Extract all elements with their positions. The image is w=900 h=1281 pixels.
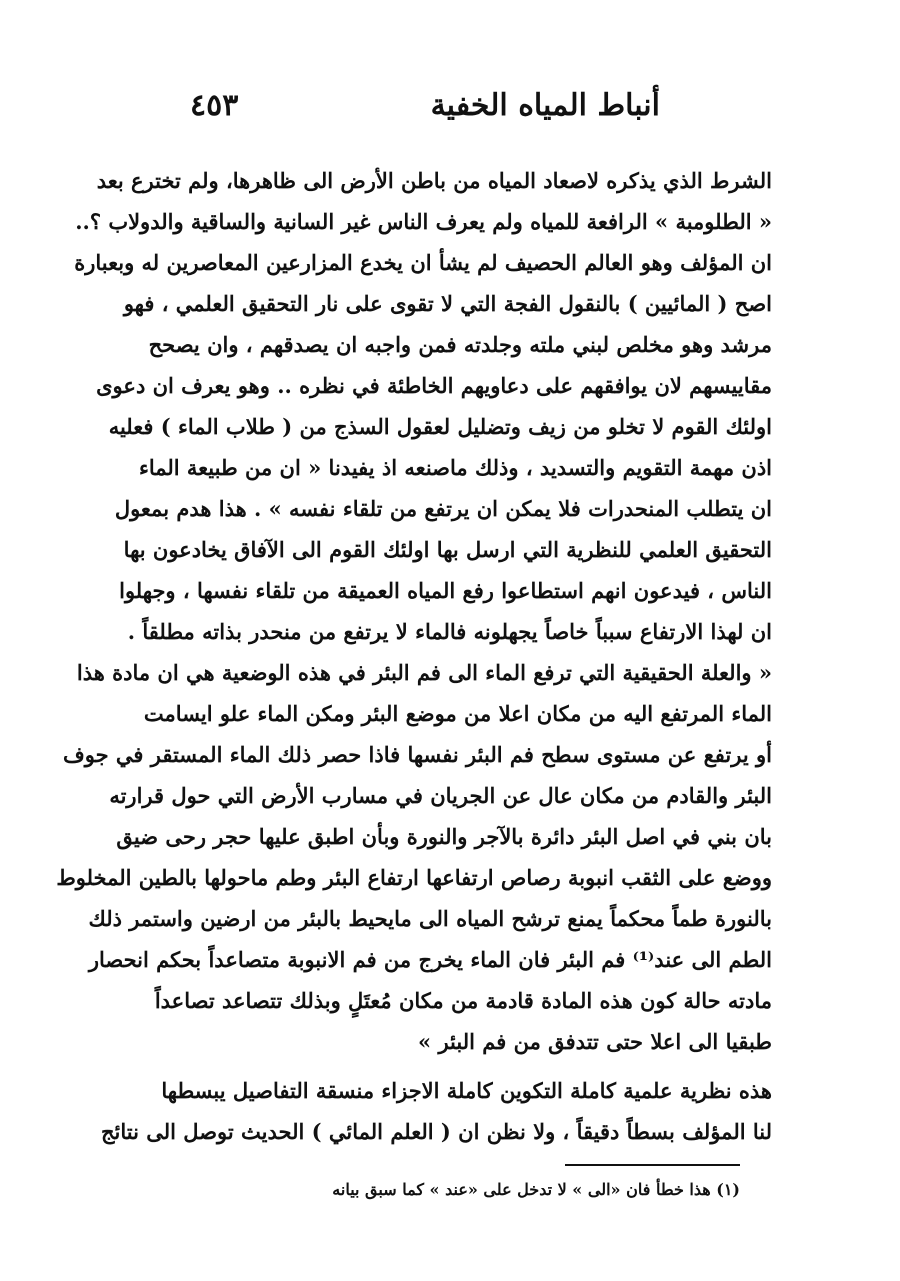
text-line: أو يرتفع عن مستوى سطح فم البئر نفسها فاذا حصر ذلك الماء المستقر في جوف xyxy=(63,742,772,767)
page-header xyxy=(150,88,770,138)
text-line: « والعلة الحقيقية التي ترفع الماء الى فم البئر في هذه الوضعية هي ان مادة هذا xyxy=(76,660,772,685)
text-line: الطم الى عند⁽¹⁾ فم البئر فان الماء يخرج من فم الانبوبة متصاعداً بحكم انحصار xyxy=(88,947,772,972)
paragraph-1 xyxy=(56,160,772,1062)
body-text xyxy=(56,160,772,1152)
text-line: بان بني في اصل البئر دائرة بالآجر والنورة وبأن اطبق عليها حجر رحى ضيق xyxy=(116,824,772,849)
text-line: بالنورة طماً محكماً يمنع ترشح المياه الى مايحيط بالبئر من ارضين واستمر ذلك xyxy=(88,906,772,931)
text-line: البئر والقادم من مكان عال عن الجريان في مسارب الأرض التي حول قرارته xyxy=(109,783,772,808)
text-line: مرشد وهو مخلص لبني ملته وجلدته فمن واجبه ان يصدقهم ، وان يصحح xyxy=(148,332,772,357)
text-line: طبقيا الى اعلا حتى تتدفق من فم البئر » xyxy=(418,1029,772,1054)
text-line: الماء المرتفع اليه من مكان اعلا من موضع البئر ومكن الماء علو ايسامت xyxy=(143,701,772,726)
paragraph-2 xyxy=(100,1070,772,1152)
text-line: لنا المؤلف بسطاً دقيقاً ، ولا نظن ان ( العلم المائي ) الحديث توصل الى نتائج xyxy=(100,1119,772,1144)
text-line: اذن مهمة التقويم والتسديد ، وذلك ماصنعه اذ يفيدنا « ان من طبيعة الماء xyxy=(138,455,772,480)
text-line: مادته حالة كون هذه المادة قادمة من مكان مُعتَلٍ وبذلك تتصاعد تصاعداً xyxy=(154,988,772,1013)
text-line: التحقيق العلمي للنظرية التي ارسل بها اولئك القوم الى الآفاق يخادعون بها xyxy=(123,537,772,562)
text-line: ووضع على الثقب انبوبة رصاص ارتفاعها ارتفاع البئر وطم ماحولها بالطين المخلوط xyxy=(56,865,772,890)
text-line: ان المؤلف وهو العالم الحصيف لم يشأ ان يخدع المزارعين المعاصرين له وبعبارة xyxy=(74,250,772,275)
text-line: ان يتطلب المنحدرات فلا يمكن ان يرتفع من تلقاء نفسه » . هذا هدم بمعول xyxy=(114,496,772,521)
text-line: اولئك القوم لا تخلو من زيف وتضليل لعقول السذج من ( طلاب الماء ) فعليه xyxy=(108,414,772,439)
footnote: (١) هذا خطأ فان «الى » لا تدخل على «عند » كما سبق بيانه xyxy=(332,1180,740,1199)
text-line: الشرط الذي يذكره لاصعاد المياه من باطن الأرض الى ظاهرها، ولم تخترع بعد xyxy=(96,168,772,193)
text-line: اصح ( المائيين ) بالنقول الفجة التي لا تقوى على نار التحقيق العلمي ، فهو xyxy=(123,291,772,316)
running-title: أنباط المياه الخفية xyxy=(430,88,660,123)
page-number: ٤٥٣ xyxy=(190,88,239,123)
text-line: مقاييسهم لان يوافقهم على دعاويهم الخاطئة في نظره .. وهو يعرف ان دعوى xyxy=(96,373,772,398)
text-line: هذه نظرية علمية كاملة التكوين كاملة الاجزاء منسقة التفاصيل يبسطها xyxy=(161,1078,772,1103)
text-line: الناس ، فيدعون انهم استطاعوا رفع المياه العميقة من تلقاء نفسها ، وجهلوا xyxy=(119,578,772,603)
text-line: ان لهذا الارتفاع سبباً خاصاً يجهلونه فالماء لا يرتفع من منحدر بذاته مطلقاً . xyxy=(127,619,772,644)
footnote-divider xyxy=(565,1164,740,1166)
text-line: « الطلومبة » الرافعة للمياه ولم يعرف الناس غير السانية والساقية والدولاب ؟.. xyxy=(75,209,772,234)
